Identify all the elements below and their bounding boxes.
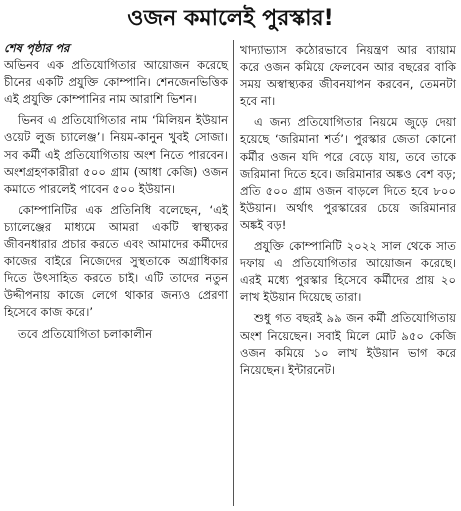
column-divider [233,40,234,506]
article-paragraph: ভিনব এ প্রতিযোগিতার নাম ‘মিলিয়ন ইউয়ান ওয়েট লুজ চ্যালেঞ্জ’। নিয়ম-কানুন খুবই সোজা। সব কর্মী এই প্রতিযোগিতায় অংশ নিতে পারবেন। অংশগ্রহণকারীরা ৫০০ গ্রাম (আধা কেজি) ওজন কমাতে পারলেই পাবেন ৫০০ ইউয়ান। [4,113,228,196]
article-paragraph: কোম্পানিটির এক প্রতিনিধি বলেছেন, ‘এই চ্যালেঞ্জের মাধ্যমে আমরা একটি স্বাস্থ্যকর জীবনধারার প্রচার করতে এবং আমাদের কর্মীদের কাজের বাইরে নিজেদের সুস্থতাকে অগ্রাধিকার দিতে উৎসাহিত করতে চাই। এটি তাদের নতুন উদ্দীপনায় কাজে লেগে থাকার জন্যও প্রেরণা হিসেবে কাজ করে।’ [4,202,228,320]
article-paragraph: অভিনব এক প্রতিযোগিতার আয়োজন করেছে চীনের একটি প্রযুক্তি কোম্পানি। শেনজেনভিত্তিক এই প্রযুক্তি কোম্পানির নাম আরাশি ভিশন। [4,58,228,107]
article-paragraph: খাদ্যাভ্যাস কঠোরভাবে নিয়ন্ত্রণ আর ব্যায়াম করে ওজন কমিয়ে ফেলবেন আর বছরের বাকি সময় অস্বাস্থ্যকর জীবনযাপন করবেন, তেমনটা হবে না। [240,43,456,109]
article-column-right [240,42,456,383]
article-headline: ওজন কমালেই পুরস্কার! [127,6,334,31]
article-paragraph: তবে প্রতিযোগিতা চলাকালীন [18,326,153,341]
article-paragraph: এ জন্য প্রতিযোগিতার নিয়মে জুড়ে দেয়া হয়েছে ‘জরিমানা শর্ত’। পুরস্কার জেতা কোনো কর্মীর ওজন যদি পরে বেড়ে যায়, তবে তাকে জরিমানা দিতে হবে। জরিমানার অঙ্কও বেশ বড়; প্রতি ৫০০ গ্রাম ওজন বাড়লে দিতে হবে ৮০০ ইউয়ান। অর্থাৎ পুরস্কারের চেয়ে জরিমানার অঙ্কই বড়! [240,115,456,232]
article-column-left [4,40,228,347]
article-paragraph: শুধু গত বছরই ৯৯ জন কর্মী প্রতিযোগিতায় অংশ নিয়েছেন। সবাই মিলে মোট ৯৫০ কেজি ওজন কমিয়ে ১০ লাখ ইউয়ান ভাগ করে নিয়েছেন। ইন্টারনেট। [240,311,456,377]
continued-from-label: শেষ পৃষ্ঠার পর [4,41,70,55]
article-paragraph: প্রযুক্তি কোম্পানিটি ২০২২ সাল থেকে সাত দফায় এ প্রতিযোগিতার আয়োজন করেছে। এরই মধ্যে পুরস্কার হিসেবে কর্মীদের প্রায় ২০ লাখ ইউয়ান দিয়েছে তারা। [240,239,456,305]
